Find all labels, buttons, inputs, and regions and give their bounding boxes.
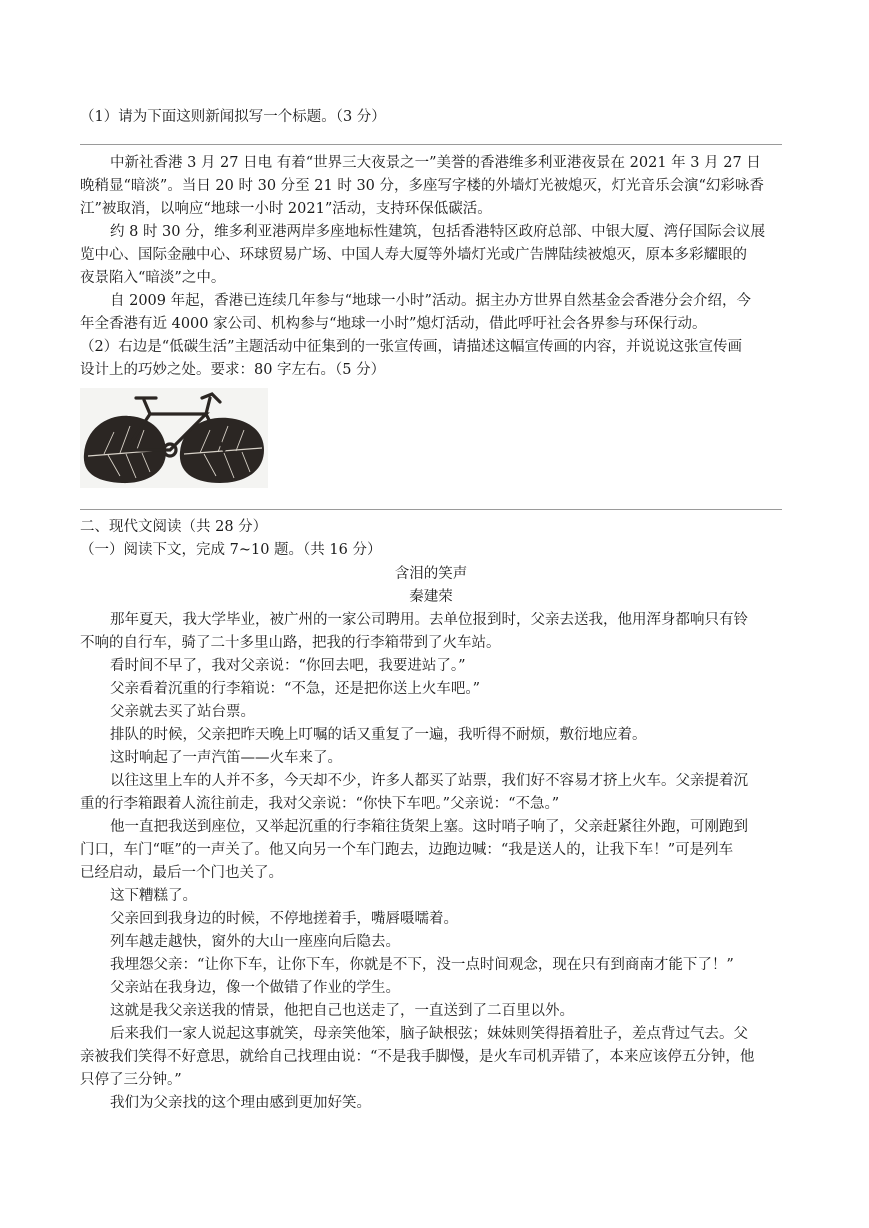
story-line-9: 重的行李箱跟着人流往前走，我对父亲说：“你快下车吧。”父亲说：“不急。” bbox=[80, 796, 560, 812]
q2-prompt-line-2: 设计上的巧妙之处。要求：80 字左右。（5 分） bbox=[80, 362, 386, 378]
story-line-16: 我埋怨父亲：“让你下车，让你下车，你就是不下，没一点时间观念，现在只有到商南才能下了！” bbox=[110, 957, 734, 973]
story-line-4: 父亲看着沉重的行李箱说：“不急，还是把你送上火车吧。” bbox=[110, 681, 481, 697]
story-line-18: 这就是我父亲送我的情景，他把自己也送走了，一直送到了二百里以外。 bbox=[110, 1003, 574, 1019]
section-2-heading: 二、现代文阅读（共 28 分） bbox=[80, 519, 268, 535]
story-line-7: 这时响起了一声汽笛——火车来了。 bbox=[110, 750, 342, 766]
q2-prompt-line-1: （2）右边是“低碳生活”主题活动中征集到的一张宣传画，请描述这幅宣传画的内容，并说说这张宣传画 bbox=[80, 339, 743, 355]
story-line-8: 以往这里上车的人并不多，今天却不少，许多人都买了站票，我们好不容易才挤上火车。父亲提着沉 bbox=[110, 773, 748, 789]
story-line-15: 列车越走越快，窗外的大山一座座向后隐去。 bbox=[110, 934, 400, 950]
story-line-20: 亲被我们笑得不好意思，就给自己找理由说：“不是我手脚慢，是火车司机弄错了，本来应该停五分钟，他 bbox=[80, 1049, 755, 1065]
story-author: 秦建荣 bbox=[409, 589, 453, 605]
story-line-13: 这下糟糕了。 bbox=[110, 888, 197, 904]
story-line-14: 父亲回到我身边的时候，不停地搓着手，嘴唇嗫嚅着。 bbox=[110, 911, 458, 927]
story-line-2: 不响的自行车，骑了二十多里山路，把我的行李箱带到了火车站。 bbox=[80, 635, 501, 651]
part-1-heading: （一）阅读下文，完成 7~10 题。（共 16 分） bbox=[80, 542, 382, 558]
story-line-6: 排队的时候，父亲把昨天晚上叮嘱的话又重复了一遍，我听得不耐烦，敷衍地应着。 bbox=[110, 727, 647, 743]
story-title: 含泪的笑声 bbox=[394, 566, 468, 582]
news-paragraph-2-line-2: 览中心、国际金融中心、环球贸易广场、中国人寿大厦等外墙灯光或广告牌陆续被熄灭，原本多彩耀眼的 bbox=[80, 247, 747, 263]
news-paragraph-1-line-1: 中新社香港 3 月 27 日电 有着“世界三大夜景之一”美誉的香港维多利亚港夜景在 2021 年 3 月 27 日 bbox=[110, 155, 761, 171]
leaf-bicycle-poster-image bbox=[80, 388, 268, 488]
news-paragraph-1-line-3: 江”被取消，以响应“地球一小时 2021”活动，支持环保低碳活。 bbox=[80, 201, 492, 217]
news-paragraph-3-line-2: 年全香港有近 4000 家公司、机构参与“地球一小时”熄灯活动，借此呼吁社会各界参与环保行动。 bbox=[80, 316, 707, 332]
story-line-3: 看时间不早了，我对父亲说：“你回去吧，我要进站了。” bbox=[110, 658, 466, 674]
story-line-19: 后来我们一家人说起这事就笑，母亲笑他笨，脑子缺根弦；妹妹则笑得捂着肚子，差点背过气去。父 bbox=[110, 1026, 748, 1042]
news-paragraph-2-line-3: 夜景陷入“暗淡”之中。 bbox=[80, 270, 226, 286]
story-line-1: 那年夏天，我大学毕业，被广州的一家公司聘用。去单位报到时，父亲去送我，他用浑身都响只有铃 bbox=[110, 612, 748, 628]
story-line-17: 父亲站在我身边，像一个做错了作业的学生。 bbox=[110, 980, 400, 996]
answer-line-1 bbox=[80, 144, 782, 145]
story-line-11: 门口，车门“哐”的一声关了。他又向另一个车门跑去，边跑边喊：“我是送人的，让我下车！”可是列车 bbox=[80, 842, 734, 858]
story-line-12: 已经启动，最后一个门也关了。 bbox=[80, 865, 283, 881]
story-line-22: 我们为父亲找的这个理由感到更加好笑。 bbox=[110, 1095, 371, 1111]
story-line-21: 只停了三分钟。” bbox=[80, 1072, 182, 1088]
q1-prompt: （1）请为下面这则新闻拟写一个标题。（3 分） bbox=[80, 109, 386, 125]
answer-line-2 bbox=[80, 509, 782, 510]
news-paragraph-1-line-2: 晚稍显“暗淡”。当日 20 时 30 分至 21 时 30 分，多座写字楼的外墙灯光被熄灭，灯光音乐会演“幻彩咏香 bbox=[80, 178, 764, 194]
story-line-10: 他一直把我送到座位，又举起沉重的行李箱往货架上塞。这时哨子响了，父亲赶紧往外跑，可刚跑到 bbox=[110, 819, 748, 835]
news-paragraph-2-line-1: 约 8 时 30 分，维多利亚港两岸多座地标性建筑，包括香港特区政府总部、中银大厦、湾仔国际会议展 bbox=[110, 224, 766, 240]
story-line-5: 父亲就去买了站台票。 bbox=[110, 704, 255, 720]
news-paragraph-3-line-1: 自 2009 年起，香港已连续几年参与“地球一小时”活动。据主办方世界自然基金会香港分会介绍，今 bbox=[110, 293, 751, 309]
